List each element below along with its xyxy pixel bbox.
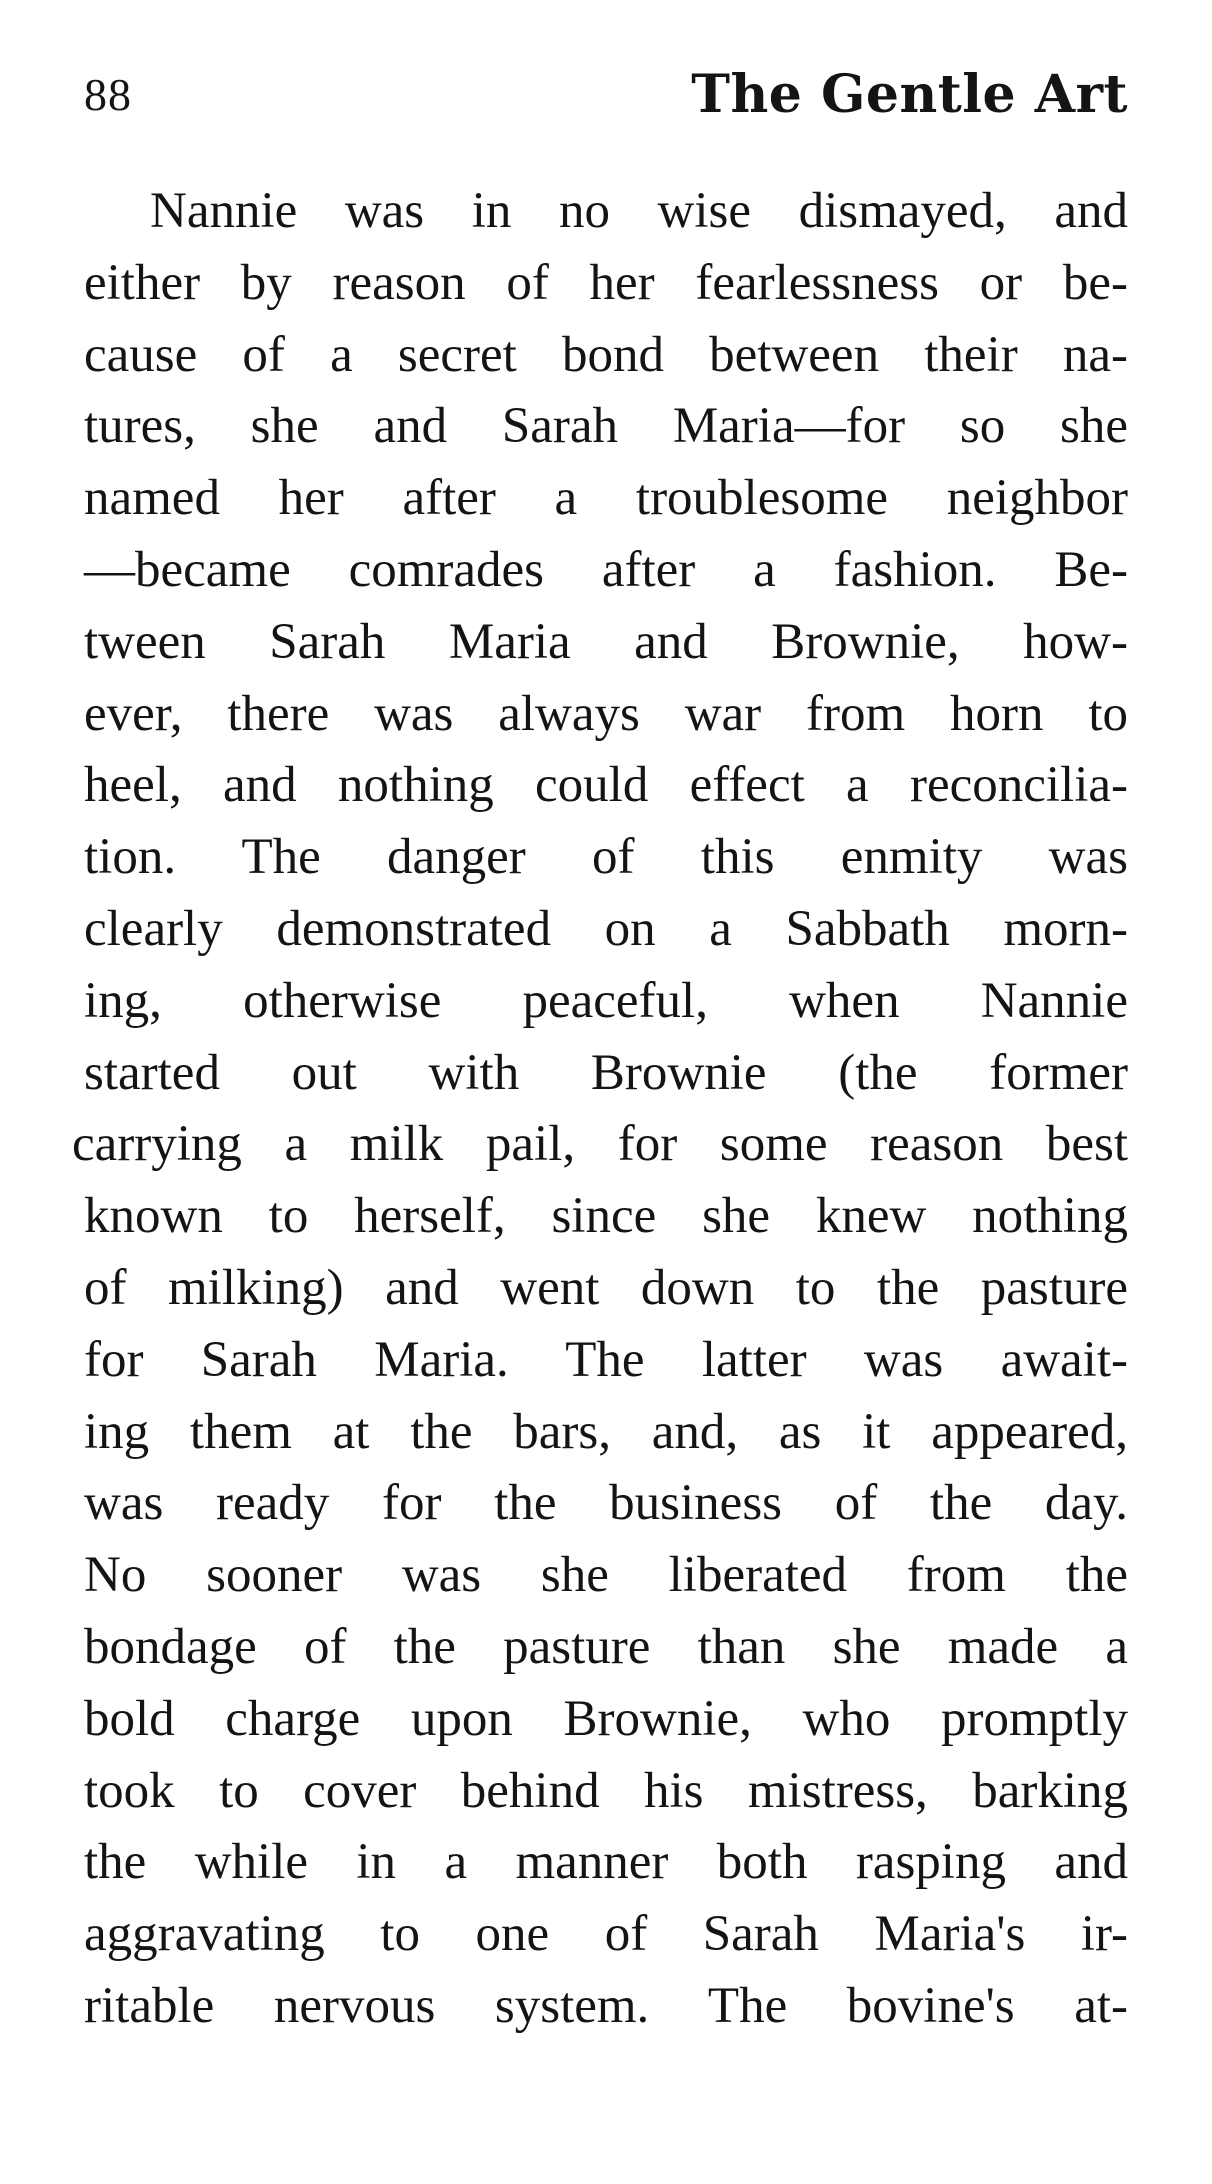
text-line: Nannie was in no wise dismayed, and	[150, 183, 1128, 239]
text-line: tween Sarah Maria and Brownie, how-	[84, 613, 1128, 670]
text-line: known to herself, since she knew nothing	[84, 1188, 1128, 1245]
text-line: tion. The danger of this enmity was	[84, 829, 1128, 886]
text-line: ritable nervous system. The bovine's at-	[84, 1977, 1128, 2034]
text-line: cause of a secret bond between their na-	[84, 326, 1128, 383]
text-line: the while in a manner both rasping and	[84, 1834, 1128, 1891]
text-line: No sooner was she liberated from the	[84, 1547, 1128, 1604]
body-paragraph	[72, 176, 1128, 2043]
text-line: of milking) and went down to the pasture	[84, 1259, 1128, 1316]
text-line: for Sarah Maria. The latter was await-	[84, 1331, 1128, 1388]
text-line: tures, she and Sarah Maria—for so she	[84, 398, 1128, 455]
text-line: bold charge upon Brownie, who promptly	[84, 1690, 1128, 1747]
text-line: carrying a milk pail, for some reason best	[72, 1116, 1128, 1173]
text-line: heel, and nothing could effect a reconcilia-	[84, 757, 1128, 814]
text-line: clearly demonstrated on a Sabbath morn-	[84, 900, 1128, 957]
running-head	[84, 60, 1128, 130]
text-line: took to cover behind his mistress, barking	[84, 1762, 1128, 1819]
text-line: aggravating to one of Sarah Maria's ir-	[84, 1906, 1128, 1963]
text-line: ever, there was always war from horn to	[84, 685, 1128, 742]
text-line: —became comrades after a fashion. Be-	[84, 541, 1128, 598]
text-line: named her after a troublesome neighbor	[84, 470, 1128, 527]
text-line: was ready for the business of the day.	[84, 1475, 1128, 1532]
text-line: ing them at the bars, and, as it appeared,	[84, 1403, 1128, 1460]
running-title: The Gentle Art	[691, 64, 1128, 125]
text-line: bondage of the pasture than she made a	[84, 1618, 1128, 1675]
page-number: 88	[84, 69, 132, 120]
text-line: started out with Brownie (the former	[84, 1044, 1128, 1101]
text-line: ing, otherwise peaceful, when Nannie	[84, 972, 1128, 1029]
text-line: either by reason of her fearlessness or be-	[84, 254, 1128, 311]
